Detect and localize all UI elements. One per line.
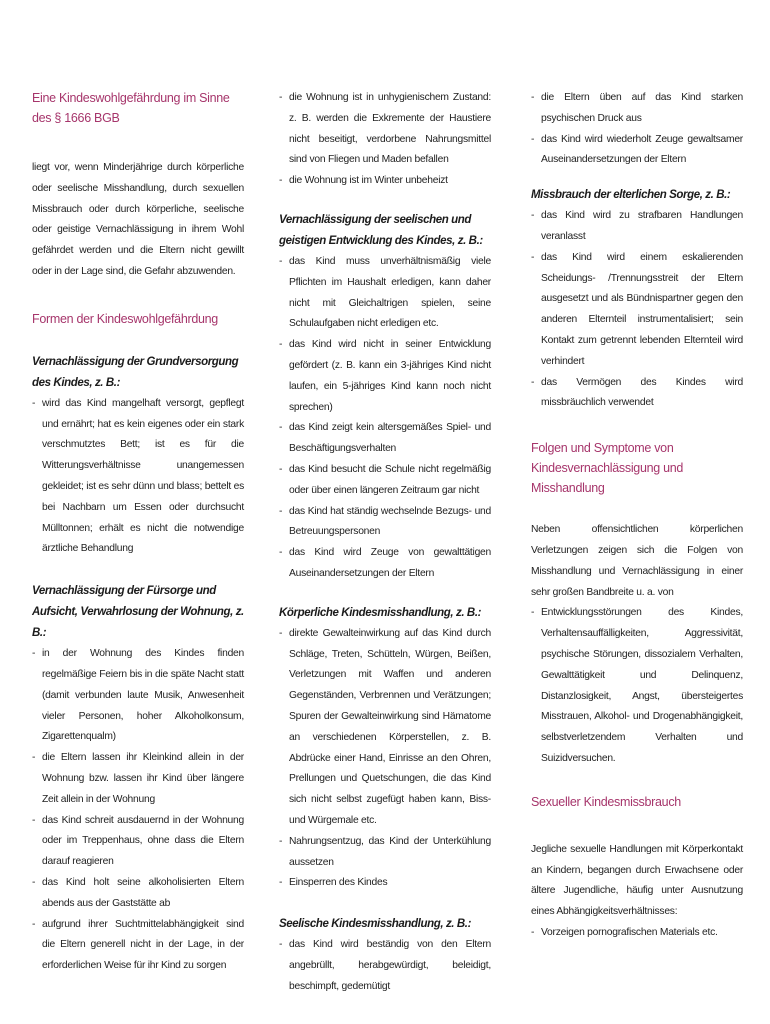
list-item: - Nahrungsentzug, das Kind der Unterkühlung aussetzen [279, 832, 491, 874]
list-item: - die Wohnung ist in unhygienischem Zustand: z. B. werden die Exkremente der Haustiere nicht beseitigt, verdorbene Nahrungsmittel sind von Fliegen und Maden befallen [279, 88, 491, 171]
column-left [32, 88, 244, 977]
list-item: - die Wohnung ist im Winter unbeheizt [279, 171, 491, 192]
list-item: - Vorzeigen pornografischen Materials etc. [531, 923, 743, 944]
folgen-list [531, 603, 743, 769]
list-item: - wird das Kind mangelhaft versorgt, gepflegt und ernährt; hat es kein eigenes oder ein stark verschmutztes Bett; ist es für die Witterungsverhältnisse unangemessen gekleidet; ist es sehr dünn und blass; bettelt es bei Nachbarn um Essen oder durchsucht Mülltonnen; erhält es nicht die notwendige ärztliche Behandlung [32, 394, 244, 560]
elterliche-sorge-heading: Missbrauch der elterlichen Sorge, z. B.: [531, 189, 731, 202]
seelische-entwicklung-list [279, 252, 491, 585]
list-item: - das Kind besucht die Schule nicht regelmäßig oder über einen längeren Zeitraum gar nicht [279, 460, 491, 502]
forms-heading: Formen der Kindeswohlgefährdung [32, 311, 218, 326]
definition-paragraph: liegt vor, wenn Minderjährige durch körperliche oder seelische Misshandlung, durch sexuellen Missbrauch oder durch körperliche, seelische oder geistige Vernachlässigung in ihrem Wohl gefährdet werden und die Eltern nicht gewillt oder in der Lage sind, die Gefahr abzuwenden. [32, 162, 244, 277]
main-heading: Eine Kindeswohlgefährdung im Sinne des § 1666 BGB [32, 91, 230, 125]
fuersorge-list [32, 644, 244, 977]
elterliche-sorge-list [531, 206, 743, 414]
seelische-misshandlung-heading: Seelische Kindesmisshandlung, z. B.: [279, 918, 472, 931]
sexueller-missbrauch-paragraph: Jegliche sexuelle Handlungen mit Körperkontakt an Kindern, begangen durch Erwachsene oder ältere Jugendliche, häufig unter Ausnutzung eines Abhängigkeitsverhältnisses: [531, 843, 743, 918]
koerperliche-misshandlung-list [279, 624, 491, 894]
wohnung-list [279, 88, 491, 192]
list-item: - die Eltern lassen ihr Kleinkind allein in der Wohnung bzw. lassen ihr Kind über längere Zeit allein in der Wohnung [32, 748, 244, 810]
list-item: - das Kind zeigt kein altersgemäßes Spiel- und Beschäftigungsverhalten [279, 418, 491, 460]
folgen-paragraph: Neben offensichtlichen körperlichen Verletzungen zeigen sich die Folgen von Misshandlung und Vernachlässigung in einer sehr großen Bandbreite u. a. von [531, 524, 743, 598]
list-item: - die Eltern üben auf das Kind starken psychischen Druck aus [531, 88, 743, 130]
grundversorgung-list [32, 394, 244, 560]
list-item: - das Kind hat ständig wechselnde Bezugs- und Betreuungspersonen [279, 502, 491, 544]
list-item: - in der Wohnung des Kindes finden regelmäßige Feiern bis in die späte Nacht statt (damit verbunden laute Musik, Anwesenheit vieler Personen, hoher Alkoholkonsum, Zigarettenqualm) [32, 644, 244, 748]
list-item: - das Kind wird beständig von den Eltern angebrüllt, herabgewürdigt, beleidigt, beschimpft, gedemütigt [279, 935, 491, 997]
list-item: - aufgrund ihrer Suchtmittelabhängigkeit sind die Eltern generell nicht in der Lage, in der erforderlichen Weise für ihr Kind zu sorgen [32, 915, 244, 977]
list-item: - das Kind wird wiederholt Zeuge gewaltsamer Auseinandersetzungen der Eltern [531, 130, 743, 172]
list-item: - Entwicklungsstörungen des Kindes, Verhaltensauffälligkeiten, Aggressivität, psychische Störungen, dissozialem Verhalten, Gewalttätigkeit und Delinquenz, Distanzlosigkeit, Angst, übersteigertes Misstrauen, Alkohol- und Drogenabhängigkeit, selbstverletzendem Verhalten und Suizidversuchen. [531, 603, 743, 769]
list-item: - das Kind muss unverhältnismäßig viele Pflichten im Haushalt erledigen, kann daher nicht mit Gleichaltrigen spielen, seine Schulaufgaben nicht erledigen etc. [279, 252, 491, 335]
column-right [531, 88, 743, 944]
list-item: - das Kind schreit ausdauernd in der Wohnung oder im Treppenhaus, ohne dass die Eltern darauf reagieren [32, 811, 244, 873]
sexueller-missbrauch-heading: Sexueller Kindesmissbrauch [531, 794, 681, 809]
continued-list [531, 88, 743, 171]
fuersorge-heading: Vernachlässigung der Fürsorge und Aufsicht, Verwahrlosung der Wohnung, z. B.: [32, 585, 244, 640]
sexueller-missbrauch-list [531, 923, 743, 944]
column-middle [279, 88, 491, 997]
koerperliche-misshandlung-heading: Körperliche Kindesmisshandlung, z. B.: [279, 606, 482, 619]
list-item: - Einsperren des Kindes [279, 873, 491, 894]
seelische-entwicklung-heading: Vernachlässigung der seelischen und geistigen Entwicklung des Kindes, z. B.: [279, 213, 483, 247]
list-item: - das Kind wird nicht in seiner Entwicklung gefördert (z. B. kann ein 3-jähriges Kind nicht laufen, ein 5-jähriges Kind kann noch nicht sprechen) [279, 335, 491, 418]
list-item: - das Kind wird einem eskalierenden Scheidungs- /Trennungsstreit der Eltern ausgesetzt und als Bündnispartner gegen den anderen Elternteil instrumentalisiert; sein Kontakt zum getrennt lebenden Elternteil wird verhindert [531, 248, 743, 373]
list-item: - das Kind holt seine alkoholisierten Eltern abends aus der Gaststätte ab [32, 873, 244, 915]
folgen-heading: Folgen und Symptome von Kindesvernachlässigung und Misshandlung [531, 441, 684, 496]
list-item: - das Kind wird zu strafbaren Handlungen veranlasst [531, 206, 743, 248]
list-item: - das Vermögen des Kindes wird missbräuchlich verwendet [531, 373, 743, 415]
list-item: - direkte Gewalteinwirkung auf das Kind durch Schläge, Treten, Schütteln, Würgen, Beißen, Verletzungen mit Waffen und anderen Gegenständen, Verbrennen und Verätzungen; Spuren der Gewalteinwirkung sind Hämatome an verschiedenen Körperstellen, z. B. Abdrücke einer Hand, Einrisse an den Ohren, Prellungen und Quetschungen, die das Kind sich nicht selbst zugefügt haben kann, Biss- und Würgemale etc. [279, 624, 491, 832]
grundversorgung-heading: Vernachlässigung der Grundversorgung des Kindes, z. B.: [32, 355, 239, 389]
seelische-misshandlung-list [279, 935, 491, 997]
list-item: - das Kind wird Zeuge von gewalttätigen Auseinandersetzungen der Eltern [279, 543, 491, 585]
